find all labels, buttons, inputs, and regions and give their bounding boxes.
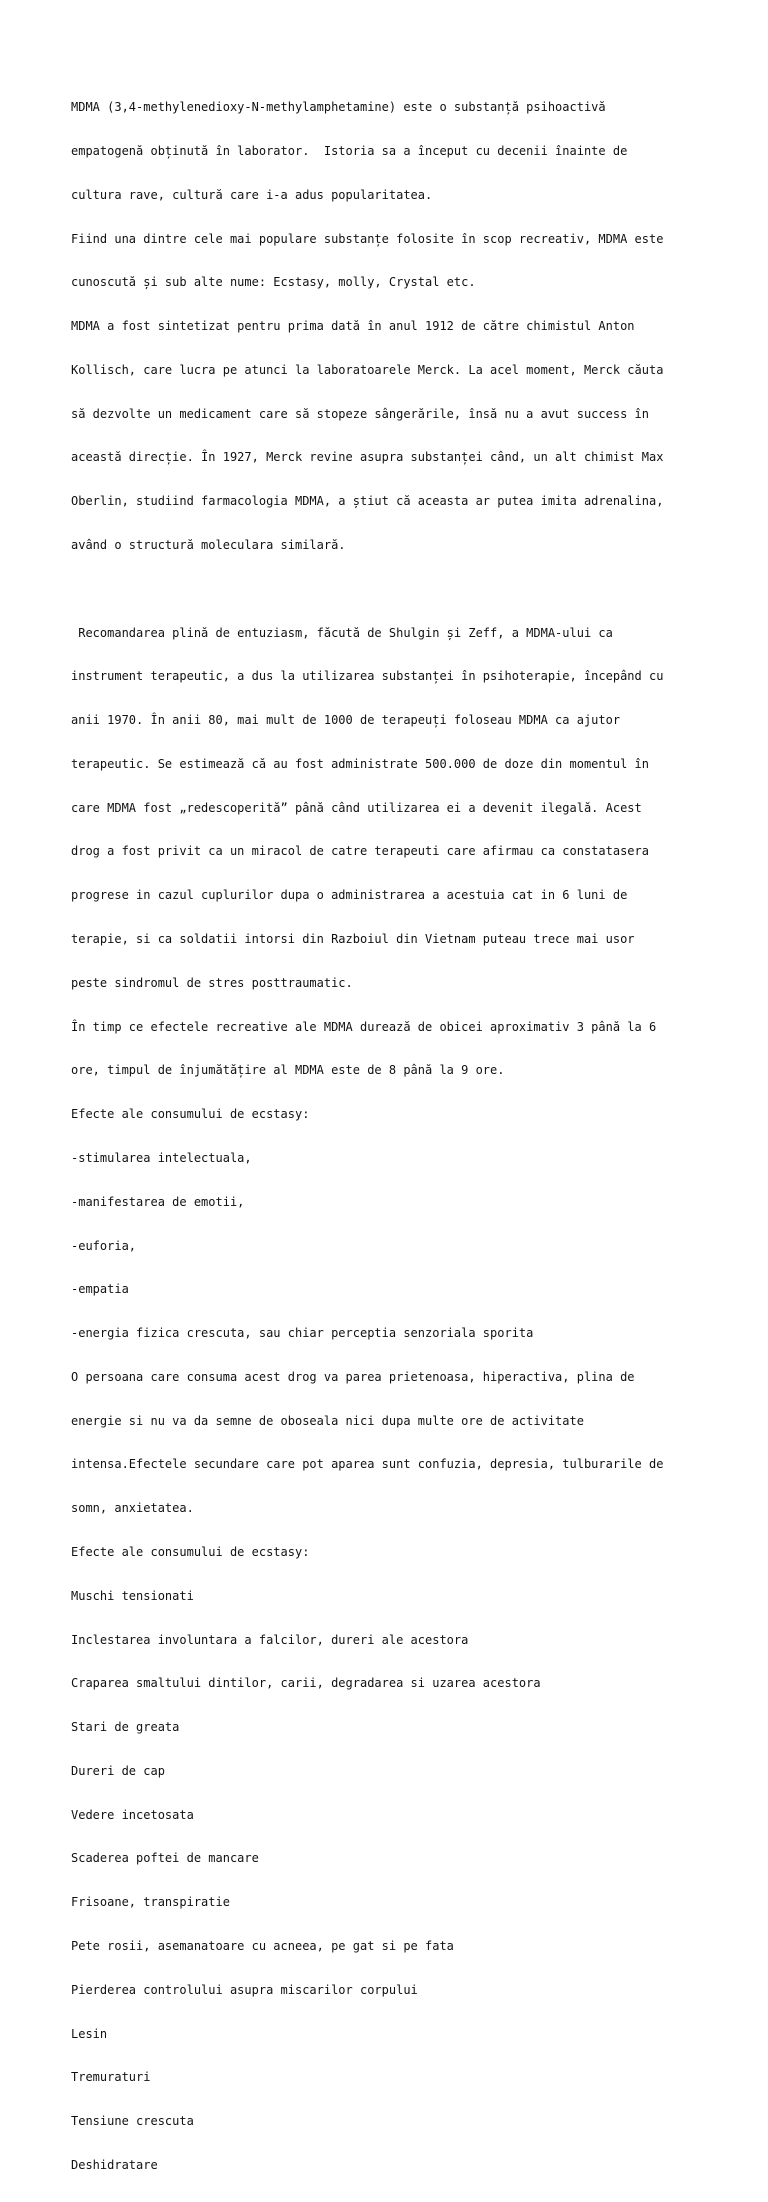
text-line: Efecte ale consumului de ecstasy:	[71, 1544, 310, 1559]
text-line: O persoana care consuma acest drog va parea prietenoasa, hiperactiva, plina de	[71, 1369, 635, 1384]
text-line: somn, anxietatea.	[71, 1501, 194, 1516]
list-item: Deshidratare	[71, 2157, 158, 2172]
text-line: anii 1970. În anii 80, mai mult de 1000 de terapeuți foloseau MDMA ca ajutor	[71, 713, 621, 728]
text-line: intensa.Efectele secundare care pot aparea sunt confuzia, depresia, tulburarile de	[71, 1457, 664, 1472]
text-line: drog a fost privit ca un miracol de catre terapeuti care afirmau ca constatasera	[71, 844, 649, 859]
text-line: instrument terapeutic, a dus la utilizarea substanței în psihoterapie, începând cu	[71, 669, 664, 684]
list-item: Dureri de cap	[71, 1763, 165, 1778]
list-item: Tremuraturi	[71, 2070, 151, 2085]
list-item: Frisoane, transpiratie	[71, 1895, 230, 1910]
list-item: Inclestarea involuntara a falcilor, dureri ale acestora	[71, 1632, 469, 1647]
list-item: -euforia,	[71, 1238, 137, 1253]
text-line: având o structură moleculara similară.	[71, 538, 346, 552]
text-line: peste sindromul de stres posttraumatic.	[71, 975, 353, 990]
text-line: MDMA a fost sintetizat pentru prima dată în anul 1912 de către chimistul Anton	[71, 319, 635, 334]
list-item: Pete rosii, asemanatoare cu acneea, pe gat si pe fata	[71, 1939, 454, 1953]
text-line: progrese in cazul cuplurilor dupa o administrarea a acestuia cat in 6 luni de	[71, 888, 628, 903]
text-line: Efecte ale consumului de ecstasy:	[71, 1107, 310, 1122]
text-line: energie si nu va da semne de oboseala nici dupa multe ore de activitate	[71, 1413, 584, 1428]
text-line: care MDMA fost „redescoperită” până când utilizarea ei a devenit ilegală. Acest	[71, 800, 642, 815]
text-line: MDMA (3,4-methylenedioxy-N-methylamphetamine) este o substanță psihoactivă	[71, 100, 606, 115]
list-item: Scaderea poftei de mancare	[71, 1851, 259, 1866]
text-line: terapie, si ca soldatii intorsi din Razboiul din Vietnam puteau trece mai usor	[71, 932, 635, 947]
text-line: ore, timpul de înjumătățire al MDMA este de 8 până la 9 ore.	[71, 1063, 505, 1078]
list-item: Lesin	[71, 2026, 108, 2041]
list-item: Tensiune crescuta	[71, 2114, 194, 2129]
text-line: să dezvolte un medicament care să stopeze sângerările, însă nu a avut success în	[71, 406, 649, 421]
list-item: Vedere incetosata	[71, 1807, 194, 1822]
list-item: Pierderea controlului asupra miscarilor corpului	[71, 1982, 418, 1997]
text-line: terapeutic. Se estimează că au fost administrate 500.000 de doze din momentul în	[71, 756, 649, 771]
text-line: cultura rave, cultură care i-a adus popularitatea.	[71, 187, 433, 202]
list-item: Stari de greata	[71, 1720, 180, 1735]
list-item: -stimularea intelectuala,	[71, 1150, 252, 1165]
list-item: -empatia	[71, 1282, 129, 1297]
list-item: -energia fizica crescuta, sau chiar perceptia senzoriala sporita	[71, 1326, 534, 1341]
text-line: În timp ce efectele recreative ale MDMA durează de obicei aproximativ 3 până la 6	[71, 1019, 657, 1034]
list-item: Muschi tensionati	[71, 1588, 194, 1603]
text-line: Recomandarea plină de entuziasm, făcută de Shulgin și Zeff, a MDMA-ului ca	[71, 625, 613, 640]
blank-line	[71, 582, 697, 597]
list-item: -manifestarea de emotii,	[71, 1194, 245, 1209]
text-line: empatogenă obținută în laborator. Istoria sa a început cu decenii înainte de	[71, 143, 628, 158]
document-body	[71, 71, 697, 2202]
text-line: Fiind una dintre cele mai populare substanțe folosite în scop recreativ, MDMA este	[71, 231, 664, 246]
text-line: Oberlin, studiind farmacologia MDMA, a știut că aceasta ar putea imita adrenalina,	[71, 494, 664, 509]
text-line: cunoscută și sub alte nume: Ecstasy, molly, Crystal etc.	[71, 275, 476, 290]
text-line: Kollisch, care lucra pe atunci la laboratoarele Merck. La acel moment, Merck căuta	[71, 362, 664, 377]
list-item: Craparea smaltului dintilor, carii, degradarea si uzarea acestora	[71, 1676, 541, 1691]
text-line: această direcție. În 1927, Merck revine asupra substanței când, un alt chimist Max	[71, 450, 664, 465]
